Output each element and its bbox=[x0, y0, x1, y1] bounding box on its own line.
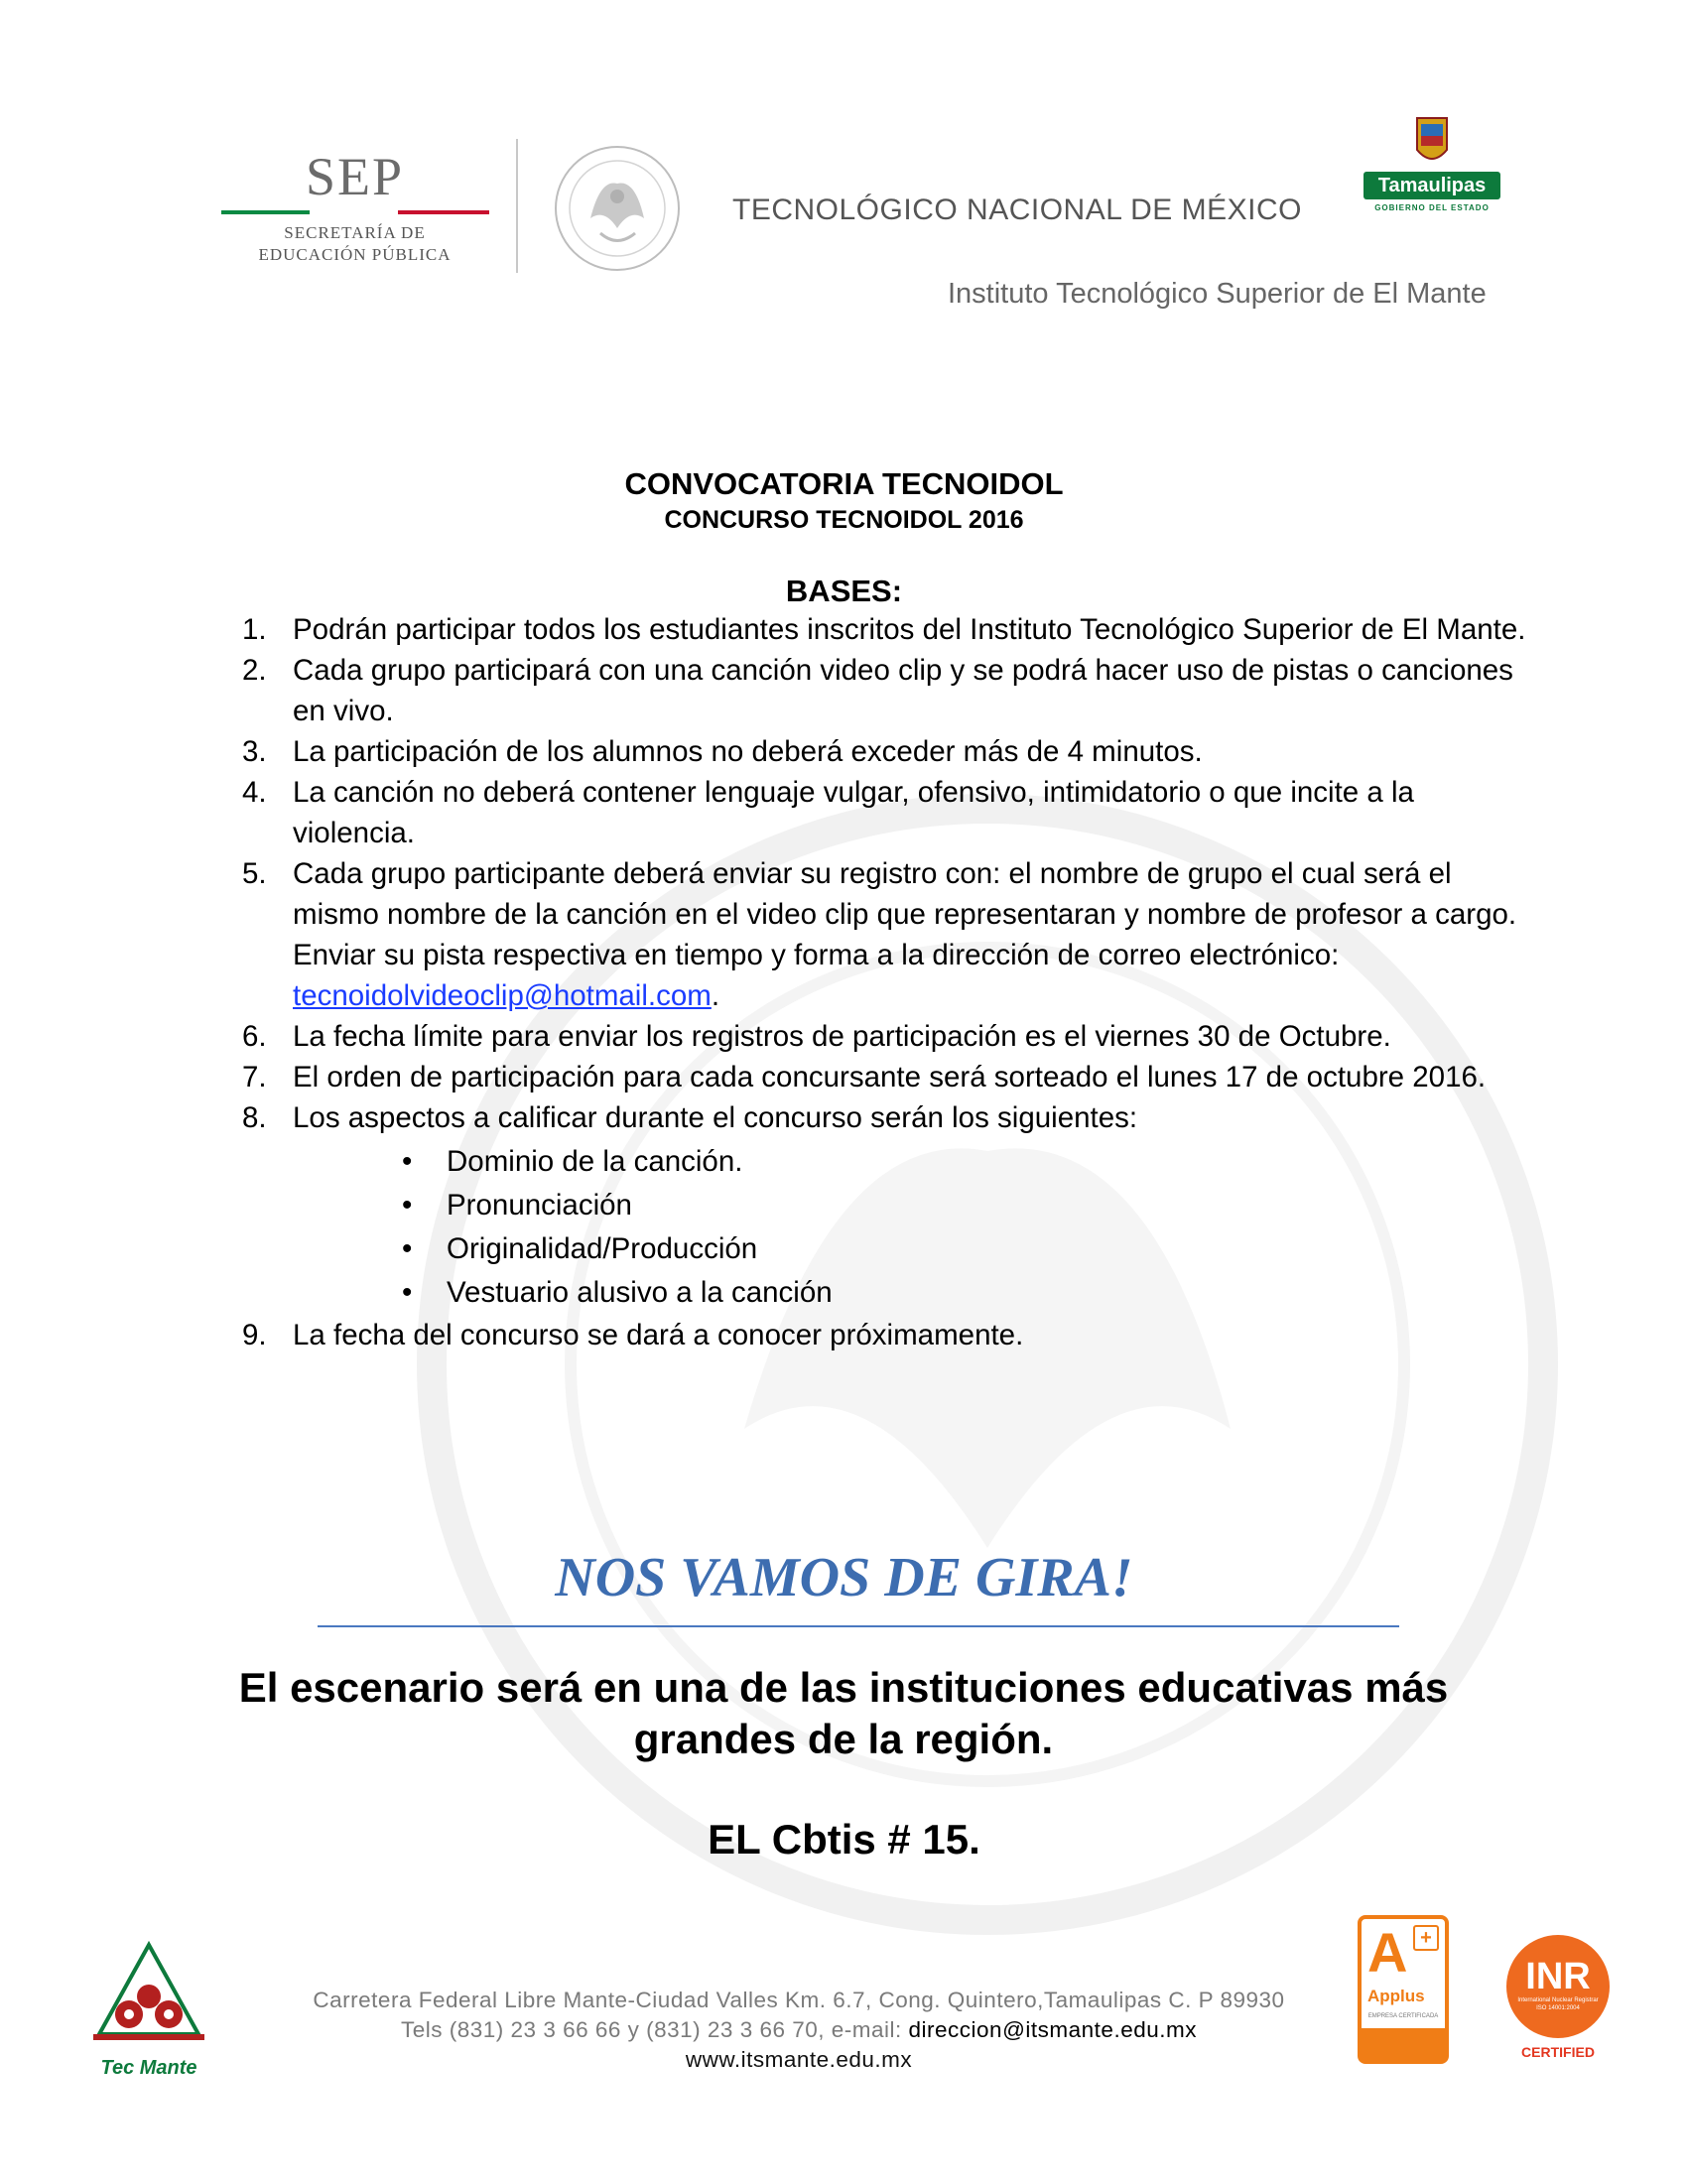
tamaulipas-label: Tamaulipas bbox=[1363, 172, 1500, 199]
item-text-end: . bbox=[711, 979, 720, 1012]
inr-badge bbox=[1506, 1935, 1610, 2038]
applus-name: Applus bbox=[1367, 1987, 1425, 2005]
inr-certification-logo bbox=[1498, 1935, 1618, 2064]
bases-list bbox=[238, 609, 1538, 1355]
item-text: Los aspectos a calificar durante el concurso serán los siguientes: bbox=[293, 1101, 1138, 1134]
bullet-icon: • bbox=[402, 1232, 413, 1265]
tecnm-title: TECNOLÓGICO NACIONAL DE MÉXICO bbox=[732, 193, 1302, 226]
tecmante-label: Tec Mante bbox=[100, 2057, 197, 2079]
venue-statement: El escenario será en una de las instituciones educativas más grandes de la región. bbox=[238, 1664, 1449, 1762]
sep-acronym: SEP bbox=[305, 147, 405, 206]
inr-certified-label: CERTIFIED bbox=[1521, 2044, 1595, 2060]
coat-of-arms-icon bbox=[541, 139, 695, 278]
item-number: 6. bbox=[242, 1020, 267, 1053]
page-subtitle: CONCURSO TECNOIDOL 2016 bbox=[664, 506, 1024, 534]
bullet-icon: • bbox=[402, 1276, 413, 1309]
criteria-item bbox=[293, 1140, 1538, 1184]
item-number: 3. bbox=[242, 735, 267, 768]
item-number: 7. bbox=[242, 1061, 267, 1093]
item-number: 4. bbox=[242, 776, 267, 809]
applus-plus-icon: + bbox=[1413, 1925, 1439, 1951]
list-item bbox=[238, 1057, 1538, 1097]
applus-band bbox=[1362, 2028, 1445, 2060]
sep-stripe bbox=[221, 210, 489, 214]
inr-label: INR bbox=[1525, 1956, 1591, 1997]
list-item bbox=[238, 853, 1538, 1016]
item-number: 2. bbox=[242, 654, 267, 687]
contest-email-link[interactable]: tecnoidolvideoclip@hotmail.com bbox=[293, 979, 712, 1012]
item-text: Cada grupo participante deberá enviar su registro con: el nombre de grupo el cual será el mismo nombre de la canción en el video clip que representaran y nombre de profesor a cargo. Enviar su pista respectiva en tiempo y forma a la dirección de correo electrónico: bbox=[293, 857, 1517, 971]
sep-logo bbox=[218, 149, 491, 273]
header-divider bbox=[516, 139, 518, 273]
tour-heading: NOS VAMOS DE GIRA! bbox=[555, 1547, 1133, 1608]
tecmante-emblem-icon bbox=[79, 1935, 218, 2052]
tamaulipas-subtitle: GOBIERNO DEL ESTADO bbox=[1374, 203, 1490, 212]
list-item bbox=[238, 772, 1538, 853]
list-item bbox=[238, 731, 1538, 772]
item-text: Cada grupo participará con una canción video clip y se podrá hacer uso de pistas o canciones en vivo. bbox=[293, 654, 1513, 727]
bullet-icon: • bbox=[402, 1145, 413, 1178]
footer-phones bbox=[298, 2017, 1300, 2043]
page-title: CONVOCATORIA TECNOIDOL bbox=[624, 466, 1064, 501]
item-number: 8. bbox=[242, 1101, 267, 1134]
footer-address: Carretera Federal Libre Mante-Ciudad Valles Km. 6.7, Cong. Quintero,Tamaulipas C. P 89930 bbox=[313, 1988, 1285, 2012]
heading-underline bbox=[318, 1625, 1399, 1627]
list-item bbox=[238, 1097, 1538, 1315]
applus-certification-logo bbox=[1358, 1915, 1449, 2064]
criteria-text: Vestuario alusivo a la canción bbox=[447, 1276, 833, 1309]
item-number: 9. bbox=[242, 1319, 267, 1351]
footer-phones-text: Tels (831) 23 3 66 66 y (831) 23 3 66 70, e-mail: bbox=[401, 2017, 909, 2042]
criteria-text: Dominio de la canción. bbox=[447, 1145, 743, 1178]
criteria-item bbox=[293, 1184, 1538, 1227]
list-item bbox=[238, 609, 1538, 650]
item-text: La fecha límite para enviar los registros de participación es el viernes 30 de Octubre. bbox=[293, 1020, 1391, 1053]
venue-name: EL Cbtis # 15. bbox=[708, 1816, 980, 1863]
tamaulipas-shield-icon bbox=[1363, 114, 1500, 170]
criteria-item bbox=[293, 1271, 1538, 1315]
item-text: La fecha del concurso se dará a conocer próximamente. bbox=[293, 1319, 1024, 1351]
criteria-list bbox=[293, 1140, 1538, 1315]
tecmante-logo bbox=[79, 1935, 218, 2079]
inr-subtitle: International Nuclear Registrar ISO 14001:2004 bbox=[1517, 1997, 1599, 2011]
applus-subtitle: EMPRESA CERTIFICADA bbox=[1367, 2013, 1439, 2019]
criteria-text: Originalidad/Producción bbox=[447, 1232, 758, 1265]
applus-letter: A bbox=[1367, 1921, 1408, 1984]
bullet-icon: • bbox=[402, 1189, 413, 1221]
sep-line-2: EDUCACIÓN PÚBLICA bbox=[258, 245, 452, 264]
footer-website-link[interactable]: www.itsmante.edu.mx bbox=[685, 2047, 913, 2072]
item-text: La participación de los alumnos no deberá exceder más de 4 minutos. bbox=[293, 735, 1203, 768]
tamaulipas-logo bbox=[1363, 114, 1502, 225]
item-text: El orden de participación para cada concursante será sorteado el lunes 17 de octubre 2016. bbox=[293, 1061, 1487, 1093]
item-text: Podrán participar todos los estudiantes inscritos del Instituto Tecnológico Superior de El Mante. bbox=[293, 613, 1526, 646]
sep-line-1: SECRETARÍA DE bbox=[284, 223, 426, 242]
list-item bbox=[238, 1016, 1538, 1057]
list-item bbox=[238, 1315, 1538, 1355]
list-item bbox=[238, 650, 1538, 731]
item-number: 5. bbox=[242, 857, 267, 890]
bases-heading: BASES: bbox=[785, 574, 903, 608]
item-text: La canción no deberá contener lenguaje vulgar, ofensivo, intimidatorio o que incite a la violencia. bbox=[293, 776, 1414, 849]
criteria-item bbox=[293, 1227, 1538, 1271]
institute-name: Instituto Tecnológico Superior de El Mante bbox=[948, 278, 1487, 310]
footer-email-link[interactable]: direccion@itsmante.edu.mx bbox=[908, 2017, 1197, 2042]
criteria-text: Pronunciación bbox=[447, 1189, 632, 1221]
item-number: 1. bbox=[242, 613, 267, 646]
